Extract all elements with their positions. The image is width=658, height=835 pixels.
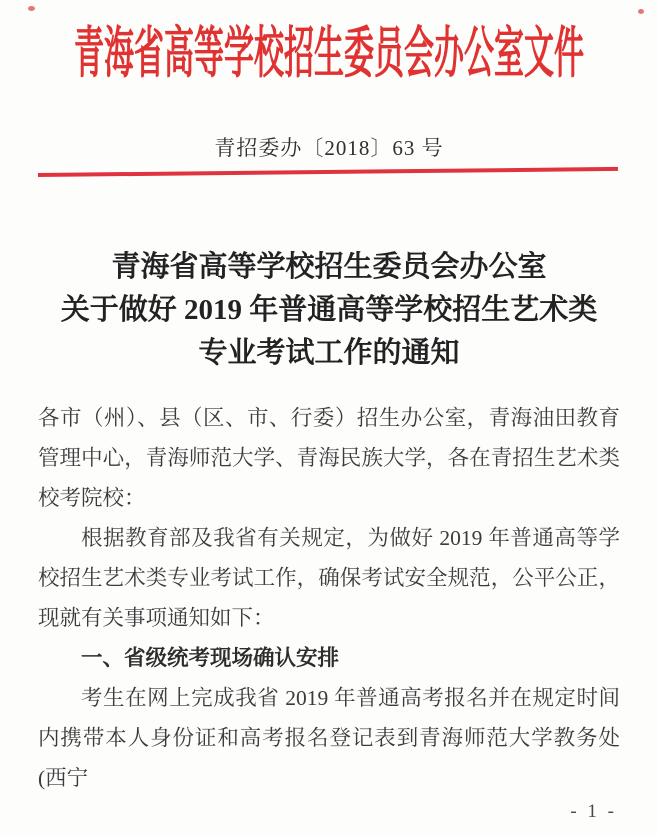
document-title-line-3: 专业考试工作的通知 bbox=[198, 337, 460, 369]
document-number: 青招委办〔2018〕63 号 bbox=[214, 136, 444, 160]
document-body bbox=[38, 398, 620, 798]
document-masthead-title: 青海省高等学校招生委员会办公室文件 bbox=[74, 23, 584, 85]
red-divider-line bbox=[38, 167, 618, 177]
document-title-line-1: 青海省高等学校招生委员会办公室 bbox=[111, 251, 547, 283]
page-number: - 1 - bbox=[570, 801, 617, 822]
addressees-paragraph: 各市（州）、县（区、市、行委）招生办公室，青海油田教育管理中心，青海师范大学、青海民族大学，各在青招生艺术类校考院校： bbox=[38, 406, 620, 510]
document-title-line-2: 关于做好 2019 年普通高等学校招生艺术类 bbox=[60, 294, 598, 326]
section-one-paragraph: 考生在网上完成我省 2019 年普通高考报名并在规定时间内携带本人身份证和高考报名登记表到青海师范大学教务处(西宁 bbox=[38, 686, 620, 790]
section-one-heading: 一、省级统考现场确认安排 bbox=[81, 646, 340, 670]
document-title bbox=[0, 246, 658, 375]
intro-paragraph: 根据教育部及我省有关规定，为做好 2019 年普通高等学校招生艺术类专业考试工作，确保考试安全规范，公平公正，现就有关事项通知如下： bbox=[38, 526, 620, 630]
